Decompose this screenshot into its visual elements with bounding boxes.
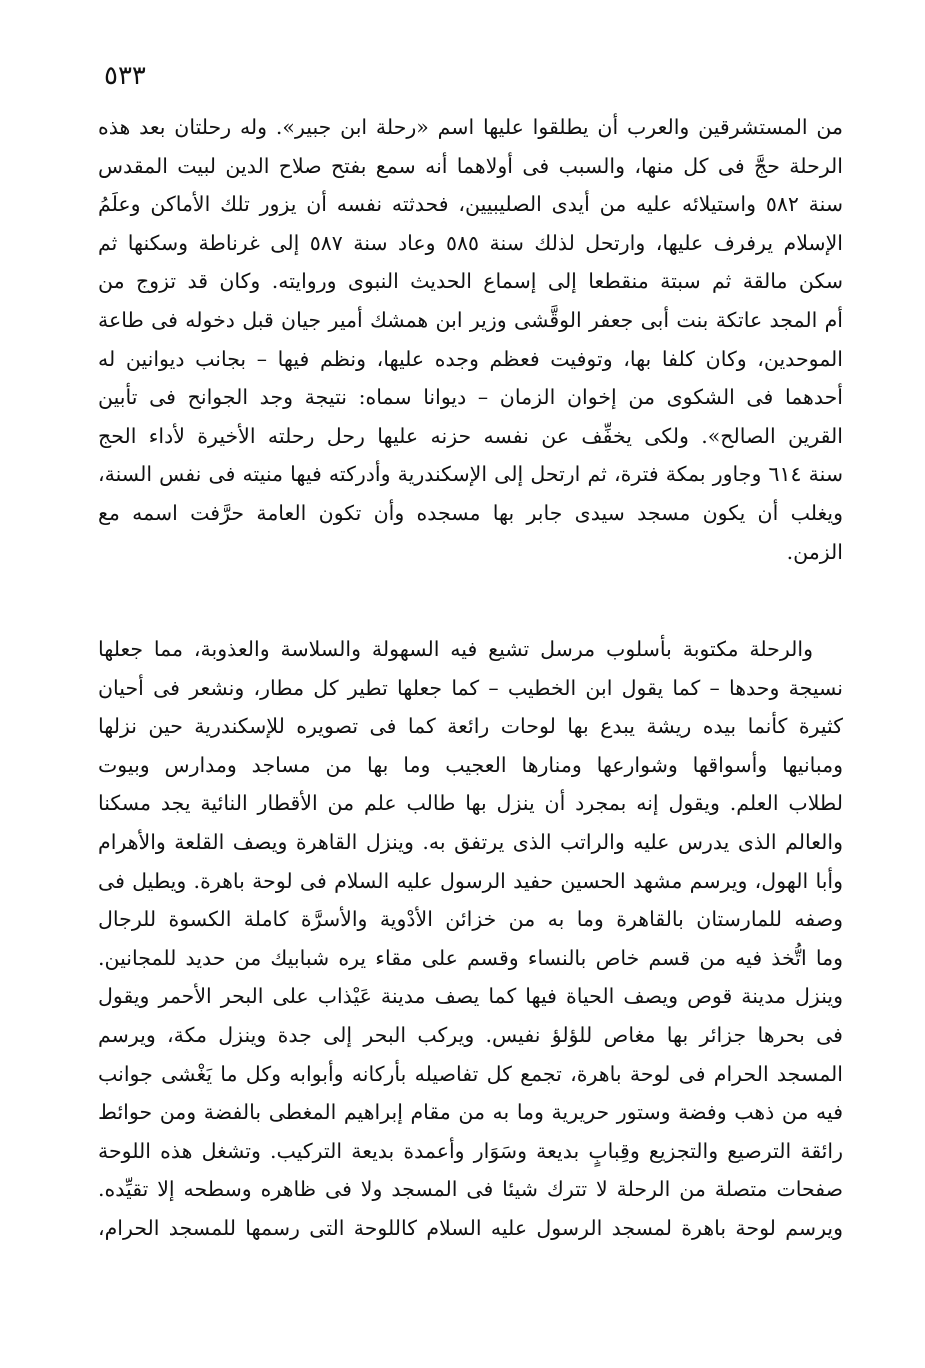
text-line: وصفه للمارستان بالقاهرة وما به من خزائن الأدْوية والأسرَّة كاملة الكسوة للرجال <box>98 907 843 932</box>
paragraph-1 <box>98 108 843 571</box>
text-line: الإسلام يرفرف عليها، وارتحل لذلك سنة ٥٨٥ وعاد سنة ٥٨٧ إلى غرناطة وسكنها ثم <box>98 230 843 255</box>
text-line: من المستشرقين والعرب أن يطلقوا عليها اسم «رحلة ابن جبير». وله رحلتان بعد هذه <box>98 115 843 139</box>
text-line: سكن مالقة ثم سبتة منقطعا إلى إسماع الحديث النبوى وروايته. وكان قد تزوج من <box>98 269 843 294</box>
text-line: أم المجد عاتكة بنت أبى جعفر الوقَّشى وزير ابن همشك أمير جيان قبل دخوله فى طاعة <box>98 307 843 332</box>
text-line: ومبانيها وأسواقها وشوارعها ومنارها العجيب وما بها من مساجد ومدارس وبيوت <box>98 752 843 777</box>
text-line: الزمن. <box>786 539 843 564</box>
text-line: لطلاب العلم. ويقول إنه بمجرد أن ينزل بها طالب علم من الأقطار النائية يجد مسكنا <box>98 791 843 816</box>
text-line: والعالم الذى يدرس عليه والراتب الذى يرتفق به. وينزل القاهرة ويصف القلعة والأهرام <box>98 829 843 854</box>
text-line: رائقة الترصيع والتجزيع وقِبابٍ بديعة وسَوَار وأعمدة بديعة التركيب. وتشغل هذه اللوحة <box>98 1138 843 1163</box>
text-line: كثيرة كأنما بيده ريشة يبدع بها لوحات رائعة كما فى تصويره للإسكندرية حين نزلها <box>98 714 843 739</box>
text-line: القرين الصالح». ولكى يخفِّف عن نفسه حزنه عليها رحل رحلته الأخيرة لأداء الحج <box>98 423 843 448</box>
text-line: نسيجة وحدها – كما يقول ابن الخطيب – كما جعلها تطير كل مطار، ونشعر فى أحيان <box>98 675 843 700</box>
text-line: سنة ٦١٤ وجاور بمكة فترة، ثم ارتحل إلى الإسكندرية وأدركته فيها منيته فى نفس السنة، <box>98 462 843 487</box>
text-line: وما اتُّخذ فيه من قسم خاص بالنساء وقسم على مقاء يره شبابيك من حديد للمجانين. <box>98 945 843 970</box>
paragraph-2 <box>98 630 843 1248</box>
text-line: والرحلة مكتوبة بأسلوب مرسل تشيع فيه السهولة والسلاسة والعذوبة، مما جعلها <box>98 637 813 661</box>
text-line: فيه من ذهب وفضة وستور حريرية وما به من مقام إبراهيم المغطى بالفضة ومن حوائط <box>98 1100 843 1125</box>
text-line: صفحات متصلة من الرحلة لا تترك شيئا فى المسجد ولا فى ظاهره وسطحه إلا تقيِّده. <box>98 1177 843 1202</box>
text-line: وأبا الهول، ويرسم مشهد الحسين حفيد الرسول عليه السلام فى لوحة باهرة. ويطيل فى <box>98 868 843 893</box>
text-line: سنة ٥٨٢ واستيلائه عليه من أيدى الصليبيين، فحدثته نفسه أن يزور تلك الأماكن وعلَمُ <box>98 192 843 217</box>
text-line: الموحدين، وكان كلفا بها، وتوفيت فعظم وجده عليها، ونظم فيها – بجانب ديوانين له <box>98 346 843 371</box>
text-line: وينزل مدينة قوص ويصف الحياة فيها كما يصف مدينة عَيْذاب على البحر الأحمر ويقول <box>98 984 843 1009</box>
text-line: ويغلب أن يكون مسجد سيدى جابر بها مسجده وأن تكون العامة حرَّفت اسمه مع <box>98 500 843 525</box>
text-line: أحدهما فى الشكوى من إخوان الزمان – ديوانا سماه: نتيجة وجد الجوانح فى تأبين <box>98 385 843 410</box>
text-line: المسجد الحرام فى لوحة باهرة، تجمع كل تفاصيله بأركانه وأبوابه وكل ما يَغْشى جوانب <box>98 1061 843 1086</box>
page-number: ٥٣٣ <box>104 61 146 91</box>
text-line: ويرسم لوحة باهرة لمسجد الرسول عليه السلام كاللوحة التى رسمها للمسجد الحرام، <box>98 1215 843 1240</box>
text-line: فى بحرها جزائر بها مغاص للؤلؤ نفيس. ويركب البحر إلى جدة وينزل مكة، ويرسم <box>98 1022 843 1047</box>
text-line: الرحلة حجَّ فى كل منها، والسبب فى أولاهما أنه سمع بفتح صلاح الدين لبيت المقدس <box>98 153 843 178</box>
